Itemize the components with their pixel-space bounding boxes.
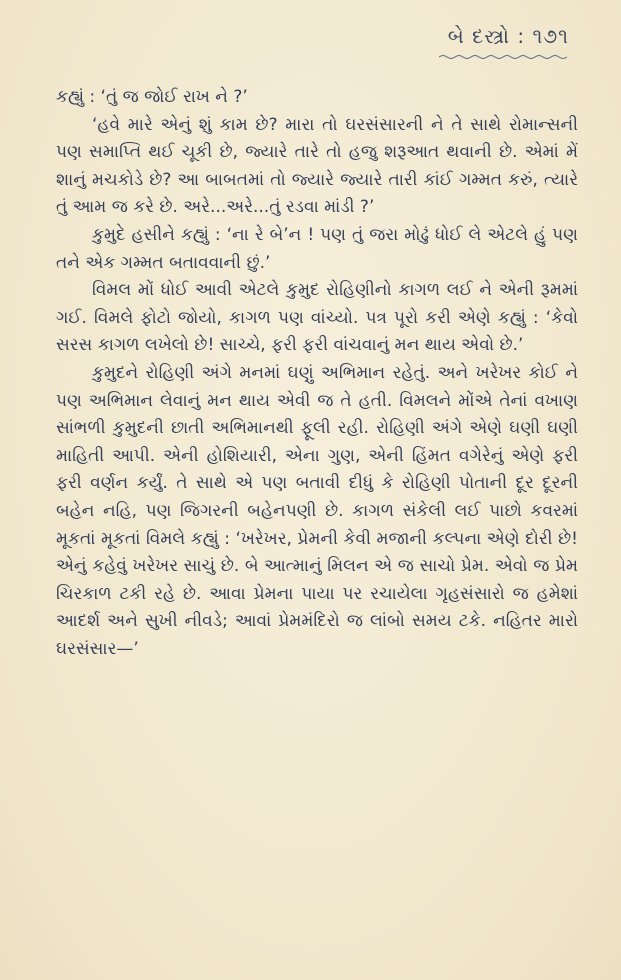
paragraph-5: કુમુદને રોહિણી અંગે મનમાં ઘણું અભિમાન રહેતું. અને ખરેખર કોઈ ને પણ અભિમાન લેવાનું મન થાય એવી જ તે હતી. વિમલને મોંએ તેનાં વખાણ સાંભળી કુમુદની છાતી અભિમાનથી ફૂલી રહી. રોહિણી અંગે એણે ઘણી ઘણી માહિતી આપી. એની હોશિયારી, એના ગુણ, એની હિંમત વગેરેનું એણે ફરી ફરી વર્ણન કર્યું. તે સાથે એ પણ બતાવી દીધું કે રોહિણી પોતાની દૂર દૂરની બહેન નહિ, પણ જિગરની બહેનપણી છે. કાગળ સંકેલી લઈ પાછો કવરમાં મૂકતાં મૂકતાં વિમલે કહ્યું : ‘ખરેખર, પ્રેમની કેવી મજાની કલ્પના એણે દોરી છે! એનું કહેવું ખરેખર સાચું છે. બે આત્માનું મિલન એ જ સાચો પ્રેમ. એવો જ પ્રેમ ચિરકાળ ટકી રહે છે. આવા પ્રેમના પાયા પર રચાયેલા ગૃહસંસારો જ હમેશાં આદર્શ અને સુખી નીવડે; આવાં પ્રેમમંદિરો જ લાંબો સમય ટકે. નહિતર મારો ઘરસંસાર—’ [56, 362, 578, 659]
paragraph-2: ‘હવે મારે એનું શું કામ છે? મારા તો ઘરસંસારની ને તે સાથે રોમાન્સની પણ સમાપ્તિ થઈ ચૂકી છે, જ્યારે તારે તો હજુ શરૂઆત થવાની છે. એમાં મેં શાનું મચકોડે છે? આ બાબતમાં તો જ્યારે જ્યારે તારી કાંઈ ગમ્મત કરું, ત્યારે તું આમ જ કરે છે. અરે...અરે...તું રડવા માંડી ?’ [56, 114, 578, 218]
running-head-underline [439, 54, 569, 60]
paragraph-4: વિમલ મોં ધોઈ આવી એટલે કુમુદ રોહિણીનો કાગળ લઈ ને એની રૂમમાં ગઈ. વિમલે ફોટો જોયો, કાગળ પણ વાંચ્યો. પત્ર પૂરો કરી એણે કહ્યું : ‘કેવો સરસ કાગળ લખેલો છે! સાચ્ચે, ફરી ફરી વાંચવાનું મન થાય એવો છે.’ [56, 280, 578, 356]
body-text [56, 84, 578, 663]
running-head: બે દસ્ત્રો : ૧૭૧ [447, 24, 569, 48]
paragraph-3: કુમુદે હસીને કહ્યું : ‘ના રે બે’ન ! પણ તું જરા મોઢું ધોઈ લે એટલે હું પણ તને એક ગમ્મત બતાવવાની છું.’ [56, 224, 578, 273]
paragraph-1: કહ્યું : ‘તું જ જોઈ રાખ ને ?’ [56, 87, 248, 107]
